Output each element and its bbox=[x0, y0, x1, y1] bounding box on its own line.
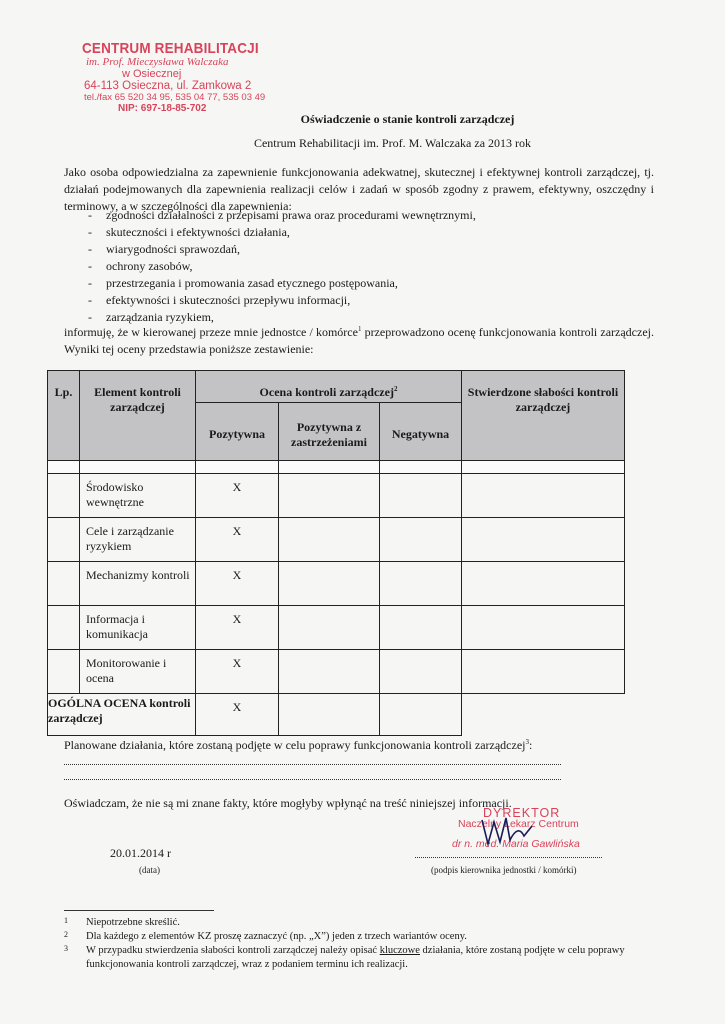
handwritten-signature bbox=[478, 812, 538, 852]
director-stamp-name: dr n. med. Maria Gawlińska bbox=[452, 838, 580, 850]
document-subtitle: Centrum Rehabilitacji im. Prof. M. Walczaka za 2013 rok bbox=[253, 136, 532, 150]
stamp-line: NIP: 697-18-85-702 bbox=[118, 103, 207, 114]
director-stamp-title: DYREKTOR bbox=[483, 806, 561, 820]
bullet-item: - efektywności i skuteczności przepływu informacji, bbox=[64, 292, 654, 309]
mark-pozytywna: X bbox=[196, 474, 279, 518]
document-title: Oświadczenie o stanie kontroli zarządczej bbox=[300, 112, 515, 126]
director-stamp-role: Naczelny Lekarz Centrum bbox=[458, 818, 579, 830]
header-pozytywna-z: Pozytywna z zastrzeżeniami bbox=[279, 403, 380, 461]
table-row bbox=[48, 474, 625, 518]
table-spacer-row bbox=[48, 461, 625, 474]
footnote-divider bbox=[64, 910, 214, 911]
footnote-number: 3 bbox=[64, 944, 68, 953]
header-element: Element kontroli zarządczej bbox=[80, 371, 196, 461]
footnote-text: Dla każdego z elementów KZ proszę zaznaczyć (np. „X”) jeden z trzech wariantów oceny. bbox=[86, 931, 467, 942]
table-row bbox=[48, 562, 625, 606]
footnote bbox=[64, 944, 664, 972]
mark-pozytywna: X bbox=[196, 606, 279, 650]
stamp-line: CENTRUM REHABILITACJI bbox=[82, 40, 259, 57]
bullet-item: - zgodności działalności z przepisami prawa oraz procedurami wewnętrznymi, bbox=[64, 207, 654, 224]
mark-overall-pozytywna: X bbox=[196, 694, 279, 736]
planned-actions-label bbox=[64, 738, 532, 753]
header-negatywna: Negatywna bbox=[380, 403, 462, 461]
dotted-line bbox=[64, 764, 561, 765]
header-ocena-label: Ocena kontroli zarządczej bbox=[259, 385, 394, 399]
element-cell bbox=[80, 562, 196, 606]
outro-text: przeprowadzono ocenę funkcjonowania kontroli zarządczej. Wyniki tej oceny przedstawia poniższe zestawienie: bbox=[64, 325, 654, 356]
element-name: Mechanizmy kontroli bbox=[86, 568, 190, 582]
outro-text: informuję, że w kierowanej przeze mnie jednostce / komórce bbox=[64, 325, 358, 339]
footnote-number: 2 bbox=[64, 930, 68, 939]
header-slabosci: Stwierdzone słabości kontroli zarządczej bbox=[462, 371, 625, 461]
stamp-line: tel./fax 65 520 34 95, 535 04 77, 535 03 49 bbox=[84, 92, 266, 103]
footnote-number: 1 bbox=[64, 916, 68, 925]
institution-stamp bbox=[82, 40, 272, 114]
element-cell bbox=[80, 474, 196, 518]
footnote-text-part: działania, które zostaną podjęte w celu poprawy funkcjonowania kontroli zarządczej, wraz z podaniem terminu ich realizacji. bbox=[86, 945, 625, 970]
stamp-line: im. Prof. Mieczysława Walczaka bbox=[86, 56, 229, 68]
stamp-line: w Osiecznej bbox=[122, 68, 182, 80]
bullet-item: - zarządzania ryzykiem, bbox=[64, 309, 654, 326]
intro-paragraph: Jako osoba odpowiedzialna za zapewnienie funkcjonowania adekwatnej, skutecznej i efektywnej kontroli zarządczej, tj. działań podejmowanych dla zapewnienia realizacji celów i zadań w sposób zgodny z prawem, efektywny, oszczędny i terminowy, a w szczególności dla zapewnienia: bbox=[64, 165, 654, 213]
planned-text: Planowane działania, które zostaną podjęte w celu poprawy funkcjonowania kontroli zarządczej bbox=[64, 738, 526, 752]
mark-pozytywna: X bbox=[196, 518, 279, 562]
date-label: (data) bbox=[139, 865, 160, 875]
planned-colon: : bbox=[528, 738, 533, 752]
table-row bbox=[48, 518, 625, 562]
mark-pozytywna: X bbox=[196, 650, 279, 694]
footnote-text bbox=[86, 944, 664, 972]
footnote-ref: 3 bbox=[525, 738, 529, 746]
bullet-item: - skuteczności i efektywności działania, bbox=[64, 224, 654, 241]
footnote bbox=[64, 916, 664, 930]
signature-label: (podpis kierownika jednostki / komórki) bbox=[431, 865, 577, 875]
mark-pozytywna: X bbox=[196, 562, 279, 606]
element-cell bbox=[80, 606, 196, 650]
signature-line bbox=[415, 857, 602, 858]
table-row bbox=[48, 650, 625, 694]
overall-label: OGÓLNA OCENA kontroli zarządczej bbox=[48, 694, 196, 736]
footnote-underlined-word: kluczowe bbox=[379, 945, 420, 956]
date-value: 20.01.2014 r bbox=[110, 846, 171, 860]
bullet-item: - wiarygodności sprawozdań, bbox=[64, 241, 654, 258]
bullet-list bbox=[64, 207, 654, 326]
outro-paragraph bbox=[64, 324, 654, 358]
header-lp: Lp. bbox=[48, 371, 80, 461]
footnote bbox=[64, 930, 664, 944]
header-ocena bbox=[196, 371, 462, 403]
declaration-text: Oświadczam, że nie są mi znane fakty, które mogłyby wpłynąć na treść niniejszej informacji. bbox=[64, 796, 512, 810]
footnote-text: Niepotrzebne skreślić. bbox=[86, 917, 180, 928]
footnote-ref: 1 bbox=[357, 325, 362, 333]
element-cell bbox=[80, 518, 196, 562]
table-row-overall bbox=[48, 694, 625, 736]
header-pozytywna: Pozytywna bbox=[196, 403, 279, 461]
element-name: Środowisko wewnętrzne bbox=[86, 480, 144, 509]
element-name: Monitorowanie i ocena bbox=[86, 656, 167, 685]
footnote-ref: 2 bbox=[393, 385, 398, 393]
table-row bbox=[48, 606, 625, 650]
element-cell bbox=[80, 650, 196, 694]
assessment-table bbox=[47, 370, 625, 736]
footnote-text-part: W przypadku stwierdzenia słabości kontroli zarządczej należy opisać bbox=[86, 945, 380, 956]
bullet-item: - ochrony zasobów, bbox=[64, 258, 654, 275]
bullet-item: - przestrzegania i promowania zasad etycznego postępowania, bbox=[64, 275, 654, 292]
dotted-line bbox=[64, 779, 561, 780]
stamp-line: 64-113 Osieczna, ul. Zamkowa 2 bbox=[84, 80, 252, 92]
element-name: Informacja i komunikacja bbox=[86, 612, 148, 641]
element-name: Cele i zarządzanie ryzykiem bbox=[86, 524, 174, 553]
